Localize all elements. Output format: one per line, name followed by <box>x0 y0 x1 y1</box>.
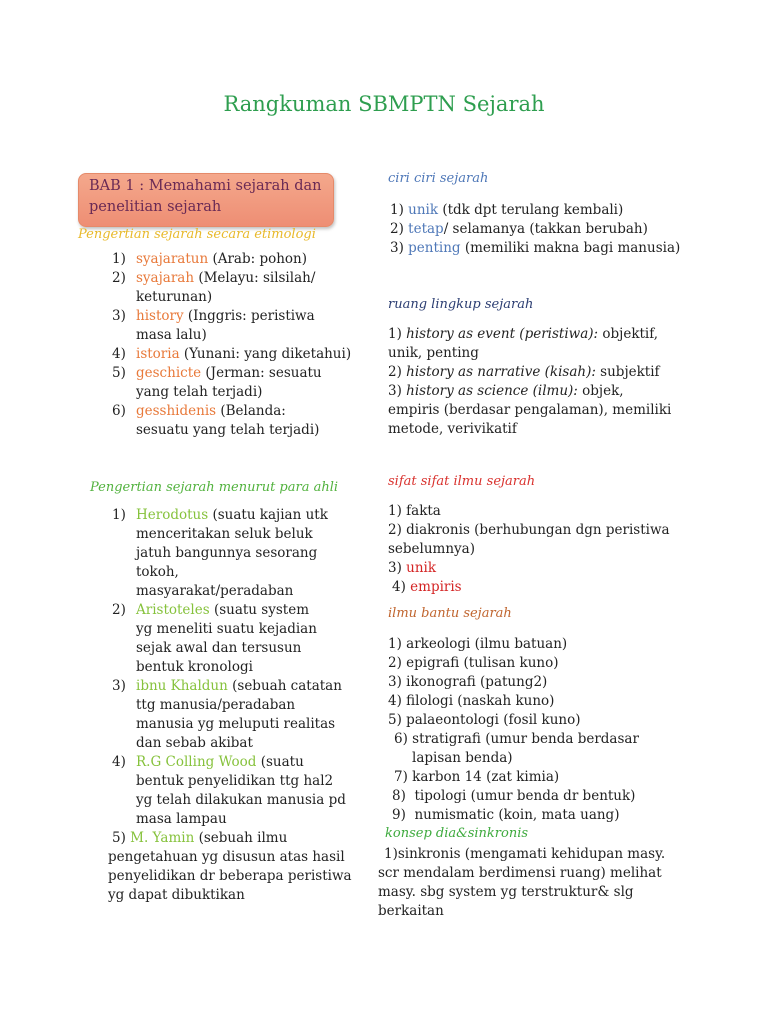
desc: (Belanda: sesuatu yang telah terjadi) <box>136 403 320 438</box>
list-item <box>390 239 708 258</box>
etimologi-list <box>78 250 368 440</box>
item-number: 3) <box>390 240 404 256</box>
item-number: 4) <box>112 754 126 770</box>
list-item <box>78 829 368 905</box>
list-item <box>388 559 688 578</box>
item-text: diakronis (berhubungan dgn peristiwa sebelumnya) <box>388 522 670 557</box>
item-number: 9) <box>392 807 406 823</box>
list-item <box>78 506 368 601</box>
term: M. Yamin <box>130 830 195 846</box>
term: Herodotus <box>136 507 209 523</box>
term: Aristoteles <box>136 602 210 618</box>
term: tetap <box>408 221 444 237</box>
list-item <box>78 345 368 364</box>
item-number: 3) <box>388 674 402 690</box>
item-number: 1) <box>388 326 402 342</box>
item-number: 3) <box>388 560 402 576</box>
term: history as event (peristiwa): <box>406 326 599 342</box>
list-item <box>388 692 688 711</box>
desc: (Arab: pohon) <box>208 251 308 267</box>
konsep-text: 1)sinkronis (mengamati kehidupan masy. scr mendalam berdimensi ruang) melihat masy. sbg system yg terstruktur& slg berkaitan <box>378 846 666 919</box>
list-item <box>78 677 368 753</box>
term: ibnu Khaldun <box>136 678 228 694</box>
desc: (sebuah catatan ttg manusia/peradaban manusia yg meluputi realitas dan sebab akibat <box>136 678 342 751</box>
ahli-heading: Pengertian sejarah menurut para ahli <box>90 480 339 495</box>
list-item <box>78 753 368 829</box>
right-column <box>378 170 708 921</box>
item-number: 5) <box>112 830 126 846</box>
ciri-list <box>390 201 708 258</box>
list-item <box>388 502 688 521</box>
item-number: 2) <box>388 522 402 538</box>
list-item <box>388 578 688 597</box>
desc: objek, empiris (berdasar pengalaman), memiliki metode, verivikatif <box>388 383 672 437</box>
term: history as science (ilmu): <box>406 383 578 399</box>
term: geschicte <box>136 365 202 381</box>
ruang-list <box>388 325 673 439</box>
item-text: filologi (naskah kuno) <box>406 693 555 709</box>
item-number: 8) <box>392 788 406 804</box>
item-number: 2) <box>388 655 402 671</box>
list-item <box>78 250 368 269</box>
list-item <box>388 654 688 673</box>
item-text: palaeontologi (fosil kuno) <box>406 712 581 728</box>
ruang-heading: ruang lingkup sejarah <box>388 297 534 312</box>
list-item <box>388 711 688 730</box>
desc: (sebuah ilmu pengetahuan yg disusun atas hasil penyelidikan dr beberapa peristiwa yg dapat dibuktikan <box>108 830 352 903</box>
term: gesshidenis <box>136 403 217 419</box>
desc: / selamanya (takkan berubah) <box>443 221 648 237</box>
list-item <box>78 402 368 440</box>
list-item <box>388 635 688 654</box>
item-number: 6) <box>394 731 408 747</box>
bantu-list <box>388 635 688 825</box>
desc: (Melayu: silsilah/ keturunan) <box>136 270 316 305</box>
item-text: stratigrafi (umur benda berdasar lapisan benda) <box>412 731 639 766</box>
list-item <box>78 364 368 402</box>
item-number: 7) <box>394 769 408 785</box>
sifat-heading: sifat sifat ilmu sejarah <box>388 474 536 489</box>
etimologi-heading: Pengertian sejarah secara etimologi <box>78 227 316 242</box>
list-item <box>78 269 368 307</box>
list-item <box>388 768 688 787</box>
item-number: 2) <box>112 602 126 618</box>
desc: (suatu kajian utk menceritakan seluk beluk jatuh bangunnya sesorang tokoh, masyarakat/peradaban <box>136 507 328 599</box>
list-item <box>388 382 673 439</box>
list-item <box>388 730 688 768</box>
item-text: fakta <box>406 503 441 519</box>
term: syajaratun <box>136 251 209 267</box>
item-number: 1) <box>390 202 404 218</box>
item-number: 2) <box>112 270 126 286</box>
list-item <box>390 220 708 239</box>
item-text: unik <box>406 560 437 576</box>
term: istoria <box>136 346 180 362</box>
sifat-list <box>388 502 688 597</box>
ahli-list <box>78 506 368 905</box>
list-item <box>388 806 688 825</box>
bantu-heading: ilmu bantu sejarah <box>388 606 512 621</box>
list-item <box>390 201 708 220</box>
term: history <box>136 308 184 324</box>
bab-title-box <box>78 173 334 227</box>
konsep-heading: konsep dia&sinkronis <box>385 826 529 841</box>
item-number: 3) <box>112 308 126 324</box>
item-number: 4) <box>392 579 406 595</box>
desc: (tdk dpt terulang kembali) <box>438 202 624 218</box>
desc: (memiliki makna bagi manusia) <box>460 240 681 256</box>
list-item <box>388 787 688 806</box>
item-text: ikonografi (patung2) <box>406 674 548 690</box>
list-item <box>388 325 673 363</box>
item-number: 4) <box>388 693 402 709</box>
term: unik <box>408 202 439 218</box>
page-title: Rangkuman SBMPTN Sejarah <box>223 92 545 116</box>
item-number: 5) <box>388 712 402 728</box>
term: penting <box>408 240 461 256</box>
desc: (Yunani: yang diketahui) <box>179 346 352 362</box>
list-item <box>78 307 368 345</box>
item-text: empiris <box>410 579 462 595</box>
item-text: arkeologi (ilmu batuan) <box>406 636 568 652</box>
item-number: 2) <box>390 221 404 237</box>
item-number: 1) <box>112 251 126 267</box>
term: syajarah <box>136 270 195 286</box>
desc: objektif, unik, penting <box>388 326 659 361</box>
item-number: 1) <box>388 503 402 519</box>
item-number: 1) <box>388 636 402 652</box>
term: history as narrative (kisah): <box>406 364 596 380</box>
item-number: 3) <box>112 678 126 694</box>
list-item <box>388 521 688 559</box>
item-text: epigrafi (tulisan kuno) <box>406 655 559 671</box>
item-number: 6) <box>112 403 126 419</box>
left-column <box>78 173 368 905</box>
item-text: karbon 14 (zat kimia) <box>412 769 560 785</box>
item-number: 2) <box>388 364 402 380</box>
bab-title: BAB 1 : Memahami sejarah dan penelitian sejarah <box>89 178 322 215</box>
desc: (suatu system yg meneliti suatu kejadian sejak awal dan tersusun bentuk kronologi <box>136 602 317 675</box>
desc: subjektif <box>595 364 660 380</box>
item-number: 4) <box>112 346 126 362</box>
list-item <box>388 363 673 382</box>
item-number: 3) <box>388 383 402 399</box>
desc: (Inggris: peristiwa masa lalu) <box>136 308 315 343</box>
desc: (suatu bentuk penyelidikan ttg hal2 yg telah dilakukan manusia pd masa lampau <box>136 754 346 827</box>
item-number: 1) <box>112 507 126 523</box>
ciri-heading: ciri ciri sejarah <box>388 171 489 186</box>
list-item <box>78 601 368 677</box>
list-item <box>388 673 688 692</box>
desc: (Jerman: sesuatu yang telah terjadi) <box>136 365 322 400</box>
item-text: tipologi (umur benda dr bentuk) <box>414 788 636 804</box>
term: R.G Colling Wood <box>136 754 257 770</box>
item-text: numismatic (koin, mata uang) <box>414 807 620 823</box>
item-number: 5) <box>112 365 126 381</box>
